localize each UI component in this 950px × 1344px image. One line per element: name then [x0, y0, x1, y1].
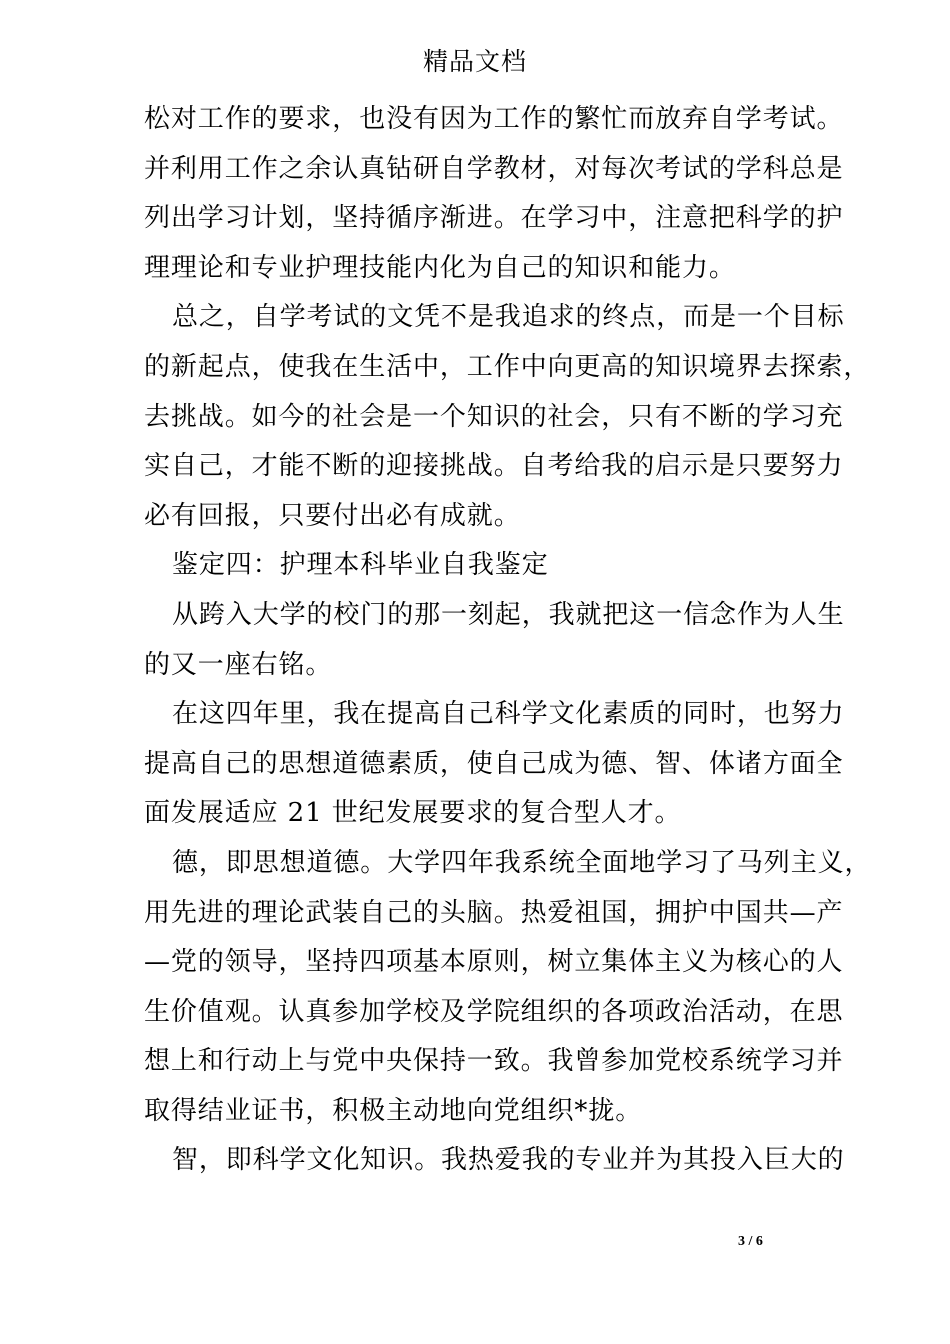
paragraph-start-line: 德，即思想道德。大学四年我系统全面地学习了马列主义， [172, 847, 872, 878]
text-line: 生价值观。认真参加学校及学院组织的各项政治活动，在思 [144, 996, 844, 1027]
text-line: 松对工作的要求，也没有因为工作的繁忙而放弃自学考试。 [144, 104, 844, 134]
text-line: 理理论和专业护理技能内化为自己的知识和能力。 [144, 252, 736, 283]
text-line: 提高自己的思想道德素质，使自己成为德、智、体诸方面全 [144, 748, 844, 779]
text-line: 并利用工作之余认真钻研自学教材，对每次考试的学科总是 [144, 153, 844, 184]
text-line: —党的领导，坚持四项基本原则，树立集体主义为核心的人 [144, 947, 844, 978]
document-body [144, 95, 872, 1186]
text-line: 取得结业证书，积极主动地向党组织*拢。 [144, 1095, 643, 1126]
paragraph-start-line: 智，即科学文化知识。我热爱我的专业并为其投入巨大的 [172, 1145, 845, 1176]
text-line: 去挑战。如今的社会是一个知识的社会，只有不断的学习充 [144, 401, 844, 432]
text-line: 面发展适应 21 世纪发展要求的复合型人才。 [144, 798, 682, 829]
text-line: 的又一座右铭。 [144, 649, 333, 680]
section-heading: 鉴定四：护理本科毕业自我鉴定 [172, 550, 549, 581]
text-line: 的新起点，使我在生活中，工作中向更高的知识境界去探索， [144, 351, 871, 382]
text-line: 必有回报，只要付出必有成就。 [144, 500, 521, 531]
paragraph-start-line: 在这四年里，我在提高自己科学文化素质的同时，也努力 [172, 699, 845, 730]
page-number: 3 / 6 [738, 1234, 763, 1249]
text-line: 用先进的理论武装自己的头脑。热爱祖国，拥护中国共—产 [144, 897, 844, 928]
text-line: 实自己，才能不断的迎接挑战。自考给我的启示是只要努力 [144, 451, 844, 482]
page-header-title: 精品文档 [422, 47, 527, 76]
paragraph-start-line: 总之，自学考试的文凭不是我追求的终点，而是一个目标 [172, 302, 845, 333]
text-line: 列出学习计划，坚持循序渐进。在学习中，注意把科学的护 [144, 203, 844, 234]
text-line: 想上和行动上与党中央保持一致。我曾参加党校系统学习并 [144, 1046, 844, 1077]
paragraph-start-line: 从跨入大学的校门的那一刻起，我就把这一信念作为人生 [172, 599, 845, 630]
